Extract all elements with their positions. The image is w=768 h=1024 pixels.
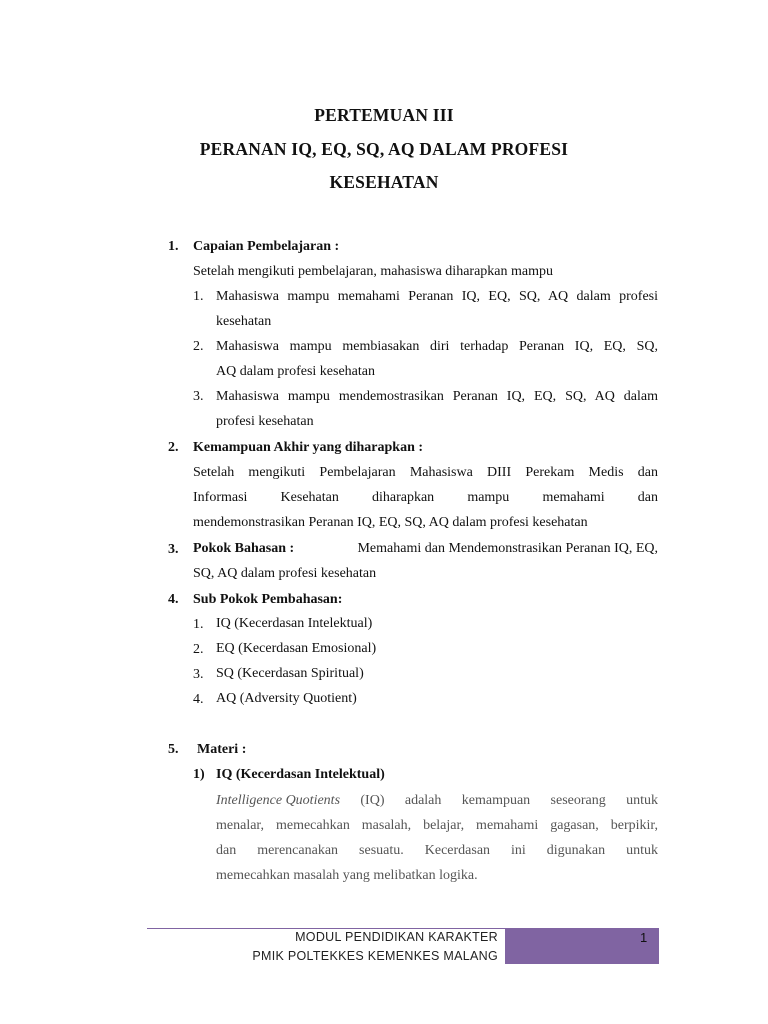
- section1-intro: Setelah mengikuti pembelajaran, mahasiswa diharapkan mampu: [193, 264, 553, 279]
- section5-para-line3: dan merencanakan sesuatu. Kecerdasan ini digunakan untuk: [216, 843, 658, 858]
- section4-item2-text: EQ (Kecerdasan Emosional): [216, 641, 377, 656]
- section4-item2-number: 2.: [193, 642, 204, 657]
- section2-line3: mendemonstrasikan Peranan IQ, EQ, SQ, AQ dalam profesi kesehatan: [193, 515, 588, 530]
- section3-heading: Pokok Bahasan :: [193, 541, 295, 556]
- section5-sub-number: 1): [193, 767, 205, 782]
- page-number: 1: [640, 930, 648, 945]
- section5-para-line1-rest: (IQ) adalah kemampuan seseorang untuk: [340, 793, 658, 808]
- section3-line2: SQ, AQ dalam profesi kesehatan: [193, 566, 377, 581]
- document-title-line3: KESEHATAN: [329, 172, 439, 192]
- section2-heading: Kemampuan Akhir yang diharapkan :: [193, 440, 424, 455]
- section1-item2-line1: Mahasiswa mampu membiasakan diri terhadap Peranan IQ, EQ, SQ,: [216, 339, 658, 354]
- section3-line1: [193, 536, 658, 561]
- section3-number: 3.: [168, 542, 179, 557]
- section1-item3-number: 3.: [193, 389, 204, 404]
- section1-item2-number: 2.: [193, 339, 204, 354]
- section1-item3-line1: Mahasiswa mampu mendemostrasikan Peranan IQ, EQ, SQ, AQ dalam: [216, 389, 658, 404]
- section1-item1-number: 1.: [193, 289, 204, 304]
- section5-para-line4: memecahkan masalah yang melibatkan logika.: [216, 868, 478, 883]
- section4-item3-text: SQ (Kecerdasan Spiritual): [216, 666, 364, 681]
- section4-item4-number: 4.: [193, 692, 204, 707]
- section1-item2-line2: AQ dalam profesi kesehatan: [216, 364, 375, 379]
- section3-line1-rest: Memahami dan Mendemonstrasikan Peranan IQ, EQ,: [357, 541, 658, 556]
- section4-item1-number: 1.: [193, 617, 204, 632]
- section1-heading: Capaian Pembelajaran :: [193, 239, 340, 254]
- section1-number: 1.: [168, 239, 179, 254]
- document-title-line2: PERANAN IQ, EQ, SQ, AQ DALAM PROFESI: [199, 139, 569, 159]
- section5-heading: Materi :: [197, 742, 247, 757]
- section5-para-italic: Intelligence Quotients: [216, 793, 341, 808]
- section4-heading: Sub Pokok Pembahasan:: [193, 592, 343, 607]
- document-title-line1: PERTEMUAN III: [314, 105, 454, 125]
- section2-number: 2.: [168, 440, 179, 455]
- section1-item1-line1: Mahasiswa mampu memahami Peranan IQ, EQ, SQ, AQ dalam profesi: [216, 289, 658, 304]
- section5-number: 5.: [168, 742, 179, 757]
- section2-line1: Setelah mengikuti Pembelajaran Mahasiswa DIII Perekam Medis dan: [193, 465, 658, 480]
- section1-item3-line2: profesi kesehatan: [216, 414, 314, 429]
- section2-line2: Informasi Kesehatan diharapkan mampu memahami dan: [193, 490, 658, 505]
- footer-line1: MODUL PENDIDIKAN KARAKTER: [295, 930, 498, 944]
- footer-accent-box: [505, 929, 659, 964]
- section4-item3-number: 3.: [193, 667, 204, 682]
- section5-sub-heading: IQ (Kecerdasan Intelektual): [216, 767, 385, 782]
- section4-number: 4.: [168, 592, 179, 607]
- section4-item1-text: IQ (Kecerdasan Intelektual): [216, 616, 373, 631]
- section4-item4-text: AQ (Adversity Quotient): [216, 691, 357, 706]
- footer-line2: PMIK POLTEKKES KEMENKES MALANG: [252, 949, 498, 963]
- section5-para-line1: [216, 788, 658, 813]
- section1-item1-line2: kesehatan: [216, 314, 272, 329]
- section5-para-line2: menalar, memecahkan masalah, belajar, memahami gagasan, berpikir,: [216, 818, 658, 833]
